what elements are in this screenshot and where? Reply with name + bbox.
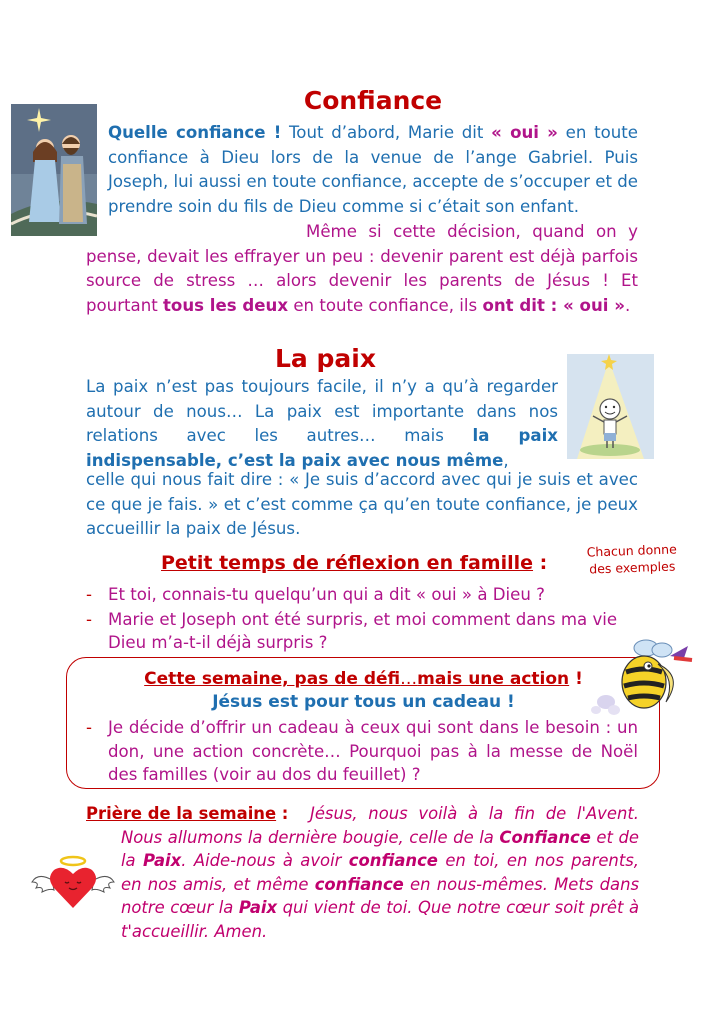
action-item: - Je décide d’offrir un cadeau à ceux qui sont dans le besoin : un don, une action concrète… Pourquoi pas à la messe de Noël des familles (voir au dos du feuillet) ? bbox=[86, 716, 638, 787]
priere-t1: Jésus, nous voilà à la fin de l'Avent. Nous allumons la dernière bougie, celle de la bbox=[121, 804, 639, 847]
priere-t6: qui vient de toi. Que notre cœur soit prêt à t'accueillir. Amen. bbox=[121, 898, 639, 941]
action-title-d: ! bbox=[569, 669, 583, 689]
priere-t2: et de la bbox=[121, 827, 639, 870]
confiance-text-1: Tout d’abord, Marie dit bbox=[281, 123, 492, 142]
section-title-paix: La paix bbox=[275, 344, 376, 373]
paix-paragraph-2 bbox=[86, 468, 638, 542]
priere-colon: : bbox=[276, 804, 289, 823]
confiance-paragraph-2 bbox=[86, 220, 638, 318]
action-title-c: mais une action bbox=[417, 669, 570, 689]
priere-b1: Confiance bbox=[499, 827, 591, 847]
priere-b5: Paix bbox=[238, 898, 278, 917]
confiance-text-4: en toute confiance, ils bbox=[288, 295, 483, 315]
priere-b3: confiance bbox=[348, 851, 438, 870]
priere-label: Prière de la semaine bbox=[86, 804, 277, 823]
holy-family-illustration bbox=[11, 104, 97, 236]
winged-heart-icon bbox=[30, 852, 116, 912]
confiance-oui: « oui » bbox=[491, 123, 558, 142]
priere-t3: . Aide-nous à avoir bbox=[181, 851, 349, 870]
confiance-text-2: en toute confiance à Dieu lors de la venue de l’ange Gabriel. Puis Joseph, lui aussi en toute confiance, accepte de s’occuper et de prendre soin du fils de Dieu comme si c’était son enfant. bbox=[108, 123, 638, 216]
reflexion-item-2: - Marie et Joseph ont été surpris, et moi comment dans ma vie Dieu m’a-t-il déjà surpris ? bbox=[86, 608, 626, 654]
action-list bbox=[86, 716, 638, 787]
reflexion-note: Chacun donne des exemples bbox=[586, 541, 678, 577]
priere-b4: confiance bbox=[314, 874, 404, 894]
confiance-text-3: Même si cette décision, quand on y pense, devait les effrayer un peu : devenir parent est déjà parfois source de stress … alors devenir les parents de Jésus ! Et pourtant bbox=[86, 222, 638, 315]
paix-bold: la paix indispensable, c’est la paix avec nous même bbox=[86, 426, 558, 470]
paix-paragraph bbox=[86, 375, 558, 473]
action-title-b: … bbox=[400, 669, 418, 689]
reflexion-list bbox=[86, 583, 626, 654]
priere-t5: en nous-mêmes. Mets dans notre cœur la bbox=[121, 874, 640, 917]
confiance-text-5: . bbox=[624, 295, 631, 315]
priere-b2: Paix bbox=[143, 851, 182, 870]
priere-text bbox=[121, 802, 639, 943]
confiance-tous-les-deux: tous les deux bbox=[163, 295, 289, 315]
child-under-star-illustration bbox=[567, 354, 654, 459]
action-title-a: Cette semaine, pas de défi bbox=[144, 669, 401, 689]
confiance-lead: Quelle confiance ! bbox=[108, 123, 282, 142]
confiance-ont-dit-oui: ont dit : « oui » bbox=[482, 295, 625, 315]
reflexion-colon: : bbox=[533, 552, 548, 574]
reflexion-heading bbox=[161, 552, 547, 574]
reflexion-item-1: - Et toi, connais-tu quelqu’un qui a dit « oui » à Dieu ? bbox=[86, 583, 626, 606]
priere-t4: en toi, en nos parents, en nos amis, et même bbox=[121, 851, 639, 894]
paix-text-2: , bbox=[503, 450, 509, 470]
action-subtitle: Jésus est pour tous un cadeau ! bbox=[212, 692, 515, 712]
paix-text-3: celle qui nous fait dire : « Je suis d’accord avec qui je suis et avec ce que je fais. » et c’est comme ça qu’en toute confiance, je peux accueillir la paix de Jésus. bbox=[86, 470, 638, 538]
reflexion-title: Petit temps de réflexion en famille bbox=[161, 552, 534, 574]
bee-moon-illustration bbox=[588, 636, 698, 722]
confiance-paragraph bbox=[108, 121, 638, 219]
action-title bbox=[66, 669, 661, 689]
paix-text-1: La paix n’est pas toujours facile, il n’y a qu’à regarder autour de nous… La paix est importante dans nos relations avec les autres… mais bbox=[86, 377, 558, 445]
section-title-confiance: Confiance bbox=[303, 86, 443, 115]
